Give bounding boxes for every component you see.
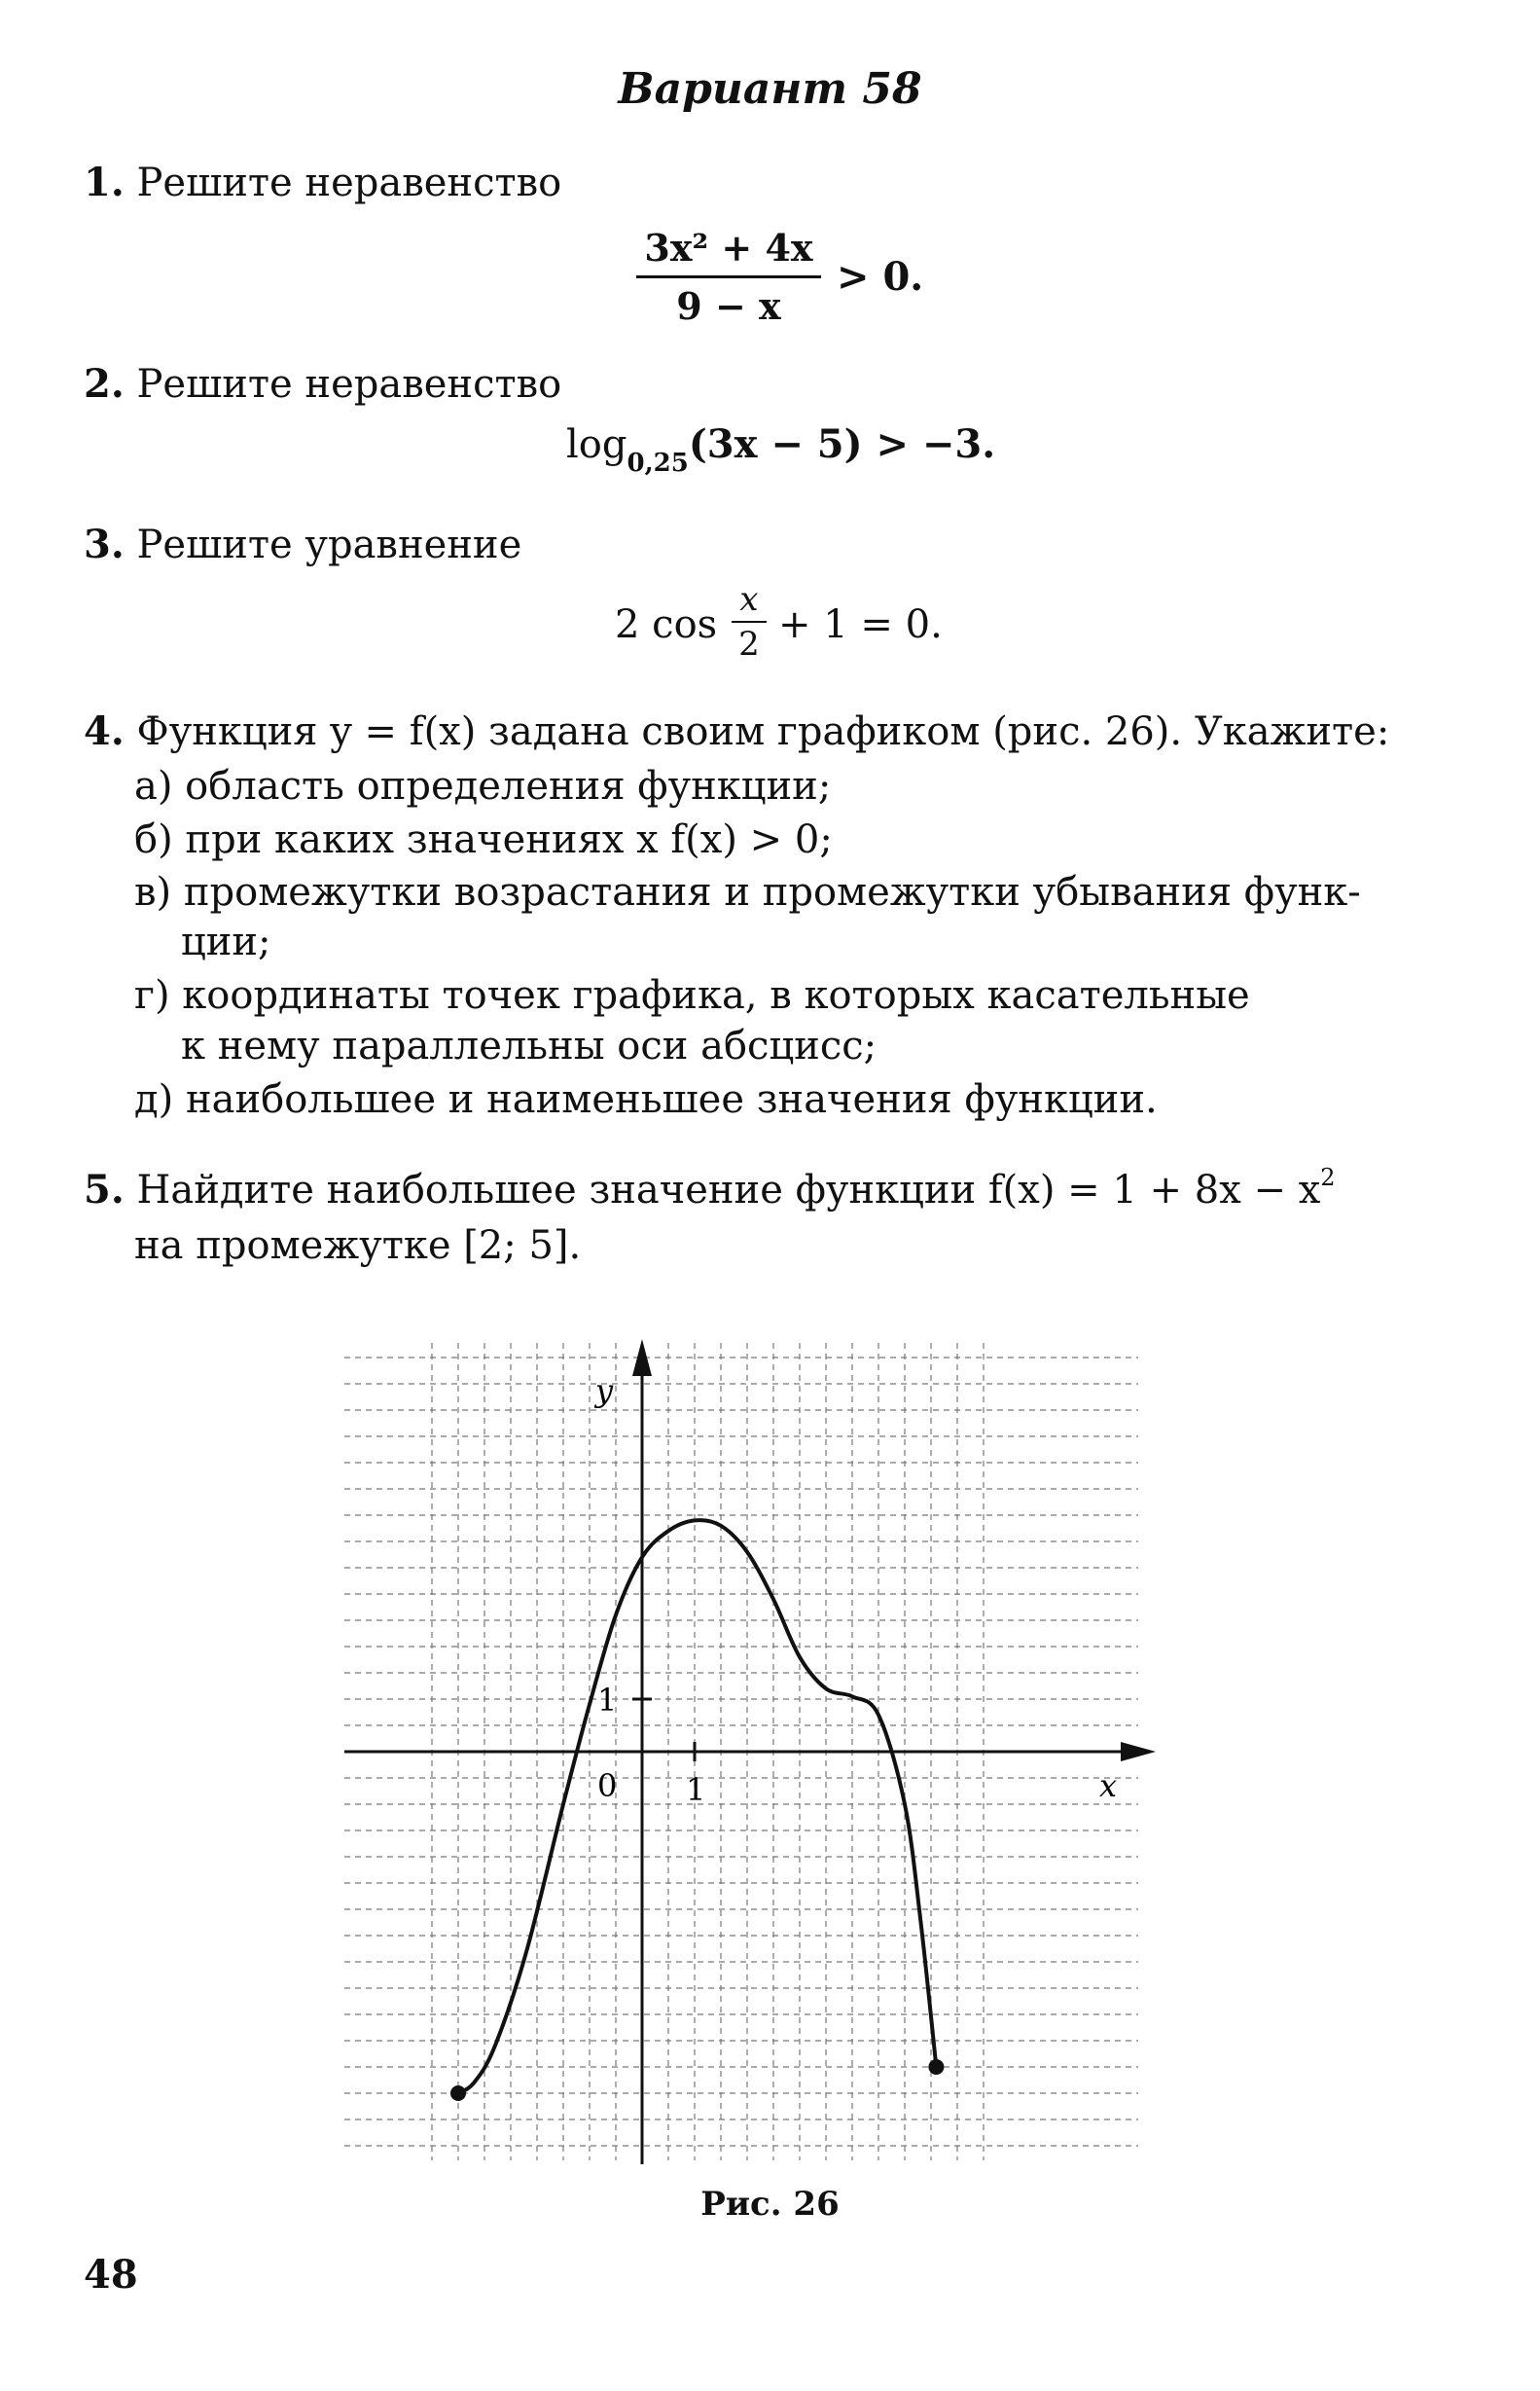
task-1-denominator: 9 − x — [676, 284, 781, 328]
task-4-item-b: б) при каких значениях x f(x) > 0; — [134, 817, 833, 862]
task-4-item-d: г) координаты точек графика, в которых касательные — [134, 973, 1250, 1018]
left-endpoint — [450, 2085, 466, 2101]
task-5-number: 5. — [84, 1167, 125, 1213]
task-4-item-c: в) промежутки возрастания и промежутки убывания функ- — [134, 870, 1361, 915]
right-endpoint — [928, 2059, 944, 2075]
task-4-item-c-cont: ции; — [181, 920, 271, 964]
task-2-number: 2. — [84, 361, 125, 407]
curve-endpoints — [450, 2059, 944, 2101]
task-3-denominator: 2 — [738, 625, 760, 664]
task-4 — [84, 708, 1390, 754]
task-3-fraction — [732, 580, 767, 664]
task-5-text2: на промежутке [2; 5]. — [134, 1223, 582, 1268]
task-4-text: Функция y = f(x) задана своим графиком (рис. 26). Укажите: — [136, 709, 1390, 754]
function-graph — [331, 1333, 1167, 2170]
origin-label: 0 — [597, 1767, 618, 1804]
y-axis-label: y — [595, 1372, 614, 1409]
task-1-numerator: 3x² + 4x — [644, 226, 813, 270]
task-3-left: 2 cos — [615, 602, 718, 647]
task-4-item-a: а) область определения функции; — [134, 764, 832, 809]
task-2-formula — [566, 421, 996, 478]
task-5 — [84, 1164, 1336, 1213]
task-4-item-d-cont: к нему параллельны оси абсцисс; — [181, 1024, 877, 1069]
task-1-text: Решите неравенство — [136, 161, 562, 205]
task-3-numerator: x — [739, 580, 759, 619]
task-4-item-e: д) наибольшее и наименьшее значения функции. — [134, 1077, 1158, 1122]
task-3-rest: + 1 = 0. — [778, 602, 943, 647]
page-title: Вариант 58 — [618, 64, 922, 114]
task-5-superscript: 2 — [1320, 1164, 1336, 1191]
task-1-rest: > 0. — [837, 254, 924, 300]
task-2-rest: (3x − 5) > −3. — [688, 421, 996, 467]
task-2-base: 0,25 — [627, 449, 689, 478]
x-tick-label: 1 — [686, 1771, 706, 1808]
task-3-text: Решите уравнение — [136, 523, 522, 567]
task-2-log: log — [566, 422, 627, 467]
task-2-text: Решите неравенство — [136, 362, 562, 407]
page-number: 48 — [84, 2252, 138, 2298]
task-4-number: 4. — [84, 708, 125, 754]
x-axis-label: x — [1099, 1767, 1118, 1804]
task-1 — [84, 160, 562, 205]
y-tick-label: 1 — [597, 1682, 618, 1719]
figure-caption: Рис. 26 — [700, 2185, 840, 2224]
task-1-fraction — [636, 226, 821, 328]
task-3 — [84, 522, 522, 567]
task-2 — [84, 361, 562, 407]
task-3-number: 3. — [84, 522, 125, 567]
task-5-text: Найдите наибольшее значение функции f(x) = 1 + 8x − x — [136, 1168, 1321, 1213]
x-axis-arrow — [1121, 1742, 1156, 1761]
task-1-number: 1. — [84, 160, 125, 205]
